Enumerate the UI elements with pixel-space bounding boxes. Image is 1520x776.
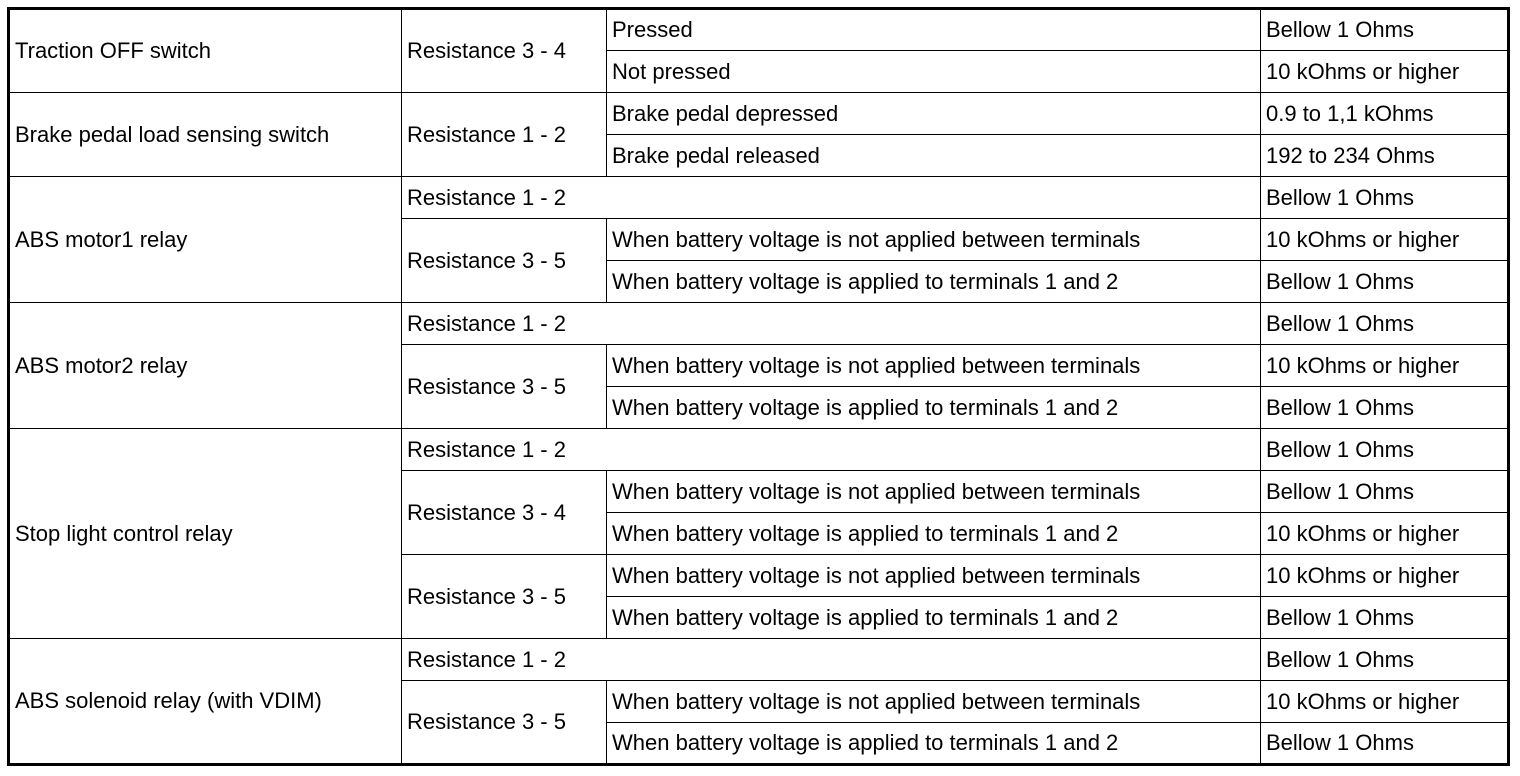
terminal-cell: Resistance 1 - 2	[402, 429, 1261, 471]
spec-cell: 192 to 234 Ohms	[1261, 135, 1509, 177]
condition-cell: When battery voltage is not applied between terminals	[607, 471, 1261, 513]
component-name-cell: ABS solenoid relay (with VDIM)	[9, 639, 402, 765]
spec-cell: 10 kOhms or higher	[1261, 513, 1509, 555]
table-row	[9, 9, 1509, 51]
terminal-cell: Resistance 3 - 5	[402, 681, 607, 765]
table-row	[9, 429, 1509, 471]
condition-cell: When battery voltage is not applied between terminals	[607, 345, 1261, 387]
spec-cell: Bellow 1 Ohms	[1261, 639, 1509, 681]
condition-cell: When battery voltage is applied to terminals 1 and 2	[607, 723, 1261, 765]
table-row	[9, 303, 1509, 345]
component-name-cell: ABS motor1 relay	[9, 177, 402, 303]
condition-cell: When battery voltage is applied to terminals 1 and 2	[607, 513, 1261, 555]
table-row	[9, 93, 1509, 135]
terminal-cell: Resistance 3 - 5	[402, 345, 607, 429]
spec-cell: 10 kOhms or higher	[1261, 51, 1509, 93]
inspection-spec-table	[7, 7, 1510, 766]
condition-cell: Pressed	[607, 9, 1261, 51]
condition-cell: When battery voltage is not applied between terminals	[607, 555, 1261, 597]
spec-cell: Bellow 1 Ohms	[1261, 303, 1509, 345]
spec-cell: Bellow 1 Ohms	[1261, 261, 1509, 303]
spec-cell: Bellow 1 Ohms	[1261, 429, 1509, 471]
condition-cell: When battery voltage is not applied between terminals	[607, 681, 1261, 723]
terminal-cell: Resistance 1 - 2	[402, 93, 607, 177]
terminal-cell: Resistance 3 - 5	[402, 219, 607, 303]
condition-cell: Not pressed	[607, 51, 1261, 93]
spec-cell: 10 kOhms or higher	[1261, 345, 1509, 387]
spec-cell: Bellow 1 Ohms	[1261, 471, 1509, 513]
terminal-cell: Resistance 3 - 4	[402, 471, 607, 555]
table-row	[9, 177, 1509, 219]
condition-cell: When battery voltage is applied to terminals 1 and 2	[607, 387, 1261, 429]
table-row	[9, 639, 1509, 681]
spec-cell: 10 kOhms or higher	[1261, 219, 1509, 261]
component-name-cell: Traction OFF switch	[9, 9, 402, 93]
component-name-cell: Stop light control relay	[9, 429, 402, 639]
condition-cell: When battery voltage is applied to terminals 1 and 2	[607, 597, 1261, 639]
terminal-cell: Resistance 3 - 5	[402, 555, 607, 639]
condition-cell: Brake pedal released	[607, 135, 1261, 177]
spec-cell: Bellow 1 Ohms	[1261, 597, 1509, 639]
component-name-cell: Brake pedal load sensing switch	[9, 93, 402, 177]
spec-cell: Bellow 1 Ohms	[1261, 387, 1509, 429]
spec-cell: 10 kOhms or higher	[1261, 681, 1509, 723]
condition-cell: Brake pedal depressed	[607, 93, 1261, 135]
condition-cell: When battery voltage is applied to terminals 1 and 2	[607, 261, 1261, 303]
spec-cell: 10 kOhms or higher	[1261, 555, 1509, 597]
component-name-cell: ABS motor2 relay	[9, 303, 402, 429]
terminal-cell: Resistance 1 - 2	[402, 177, 1261, 219]
spec-cell: Bellow 1 Ohms	[1261, 9, 1509, 51]
spec-cell: Bellow 1 Ohms	[1261, 177, 1509, 219]
spec-cell: 0.9 to 1,1 kOhms	[1261, 93, 1509, 135]
terminal-cell: Resistance 3 - 4	[402, 9, 607, 93]
spec-cell: Bellow 1 Ohms	[1261, 723, 1509, 765]
terminal-cell: Resistance 1 - 2	[402, 303, 1261, 345]
terminal-cell: Resistance 1 - 2	[402, 639, 1261, 681]
condition-cell: When battery voltage is not applied between terminals	[607, 219, 1261, 261]
